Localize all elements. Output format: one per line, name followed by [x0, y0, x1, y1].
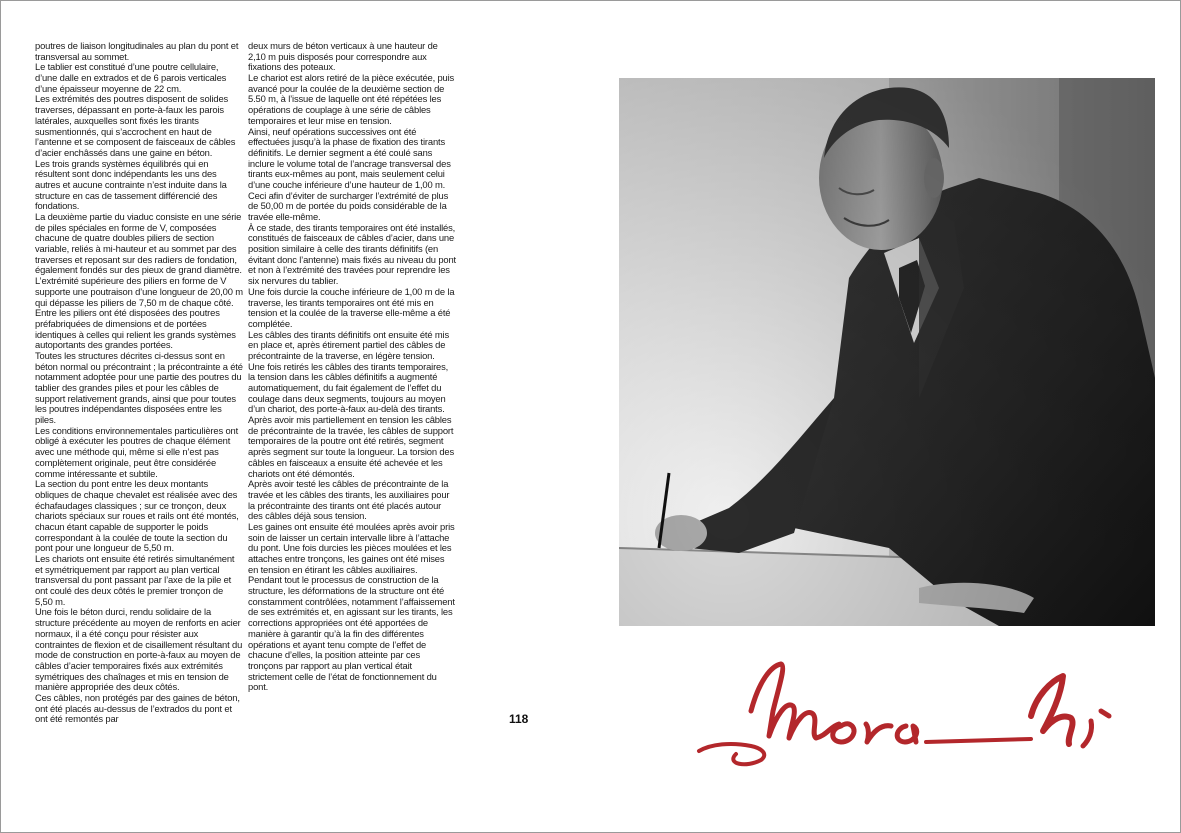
- paragraph: Une fois retirés les câbles des tirants temporaires, la tension dans les câbles définitifs a augmenté automatiquement, du fait également de l’effet du coulage dans deux segments, toujours au moyen d’un chariot, des porte-à-faux au-delà des tirants.: [248, 360, 449, 415]
- paragraph: Ainsi, neuf opérations successives ont été effectuées jusqu’à la phase de fixation des tirants définitifs. Le dernier segment a été coulé sans inclure le volume total de l’ancrage transversal des tirants eux-mêmes au pont, mais seulement celui d’une couche inférieure d’une hauteur de 1,00 m. Ceci afin d’éviter de surcharger l’extrémité de plus de 50,00 m de portée du poids considérable de la travée elle-même.: [248, 125, 451, 222]
- paragraph: Une fois le béton durci, rendu solidaire de la structure précédente au moyen de renforts en acier normaux, il a été conçu pour résister aux contraintes de flexion et de cisaillement résultant du mode de construction en porte-à-faux au moyen de câbles d’acier temporaires fixés aux extrémités symétriques des chaînages et mis en tension de manière appropriée des deux côtés.: [35, 606, 243, 693]
- signature-icon: [691, 656, 1151, 776]
- paragraph: La deuxième partie du viaduc consiste en une série de piles spéciales en forme de V, composées chacune de quatre doubles piliers de section variable, reliés à mi-hauteur et au sommet par des traverses et reposant sur des radiers de fondation, également fondés sur des pieux de grand diamètre.: [35, 211, 242, 276]
- paragraph: La section du pont entre les deux montants obliques de chaque chevalet est réalisée avec des échafaudages classiques ; sur ce tronçon, deux chariots spéciaux sur roues et rails ont été montés, chacun étant capable de supporter le poids correspondant à la coulée de toute la section du pont pour une longueur de 5,50 m.: [35, 478, 239, 554]
- paragraph: Les câbles des tirants définitifs ont ensuite été mis en place et, après étirement partiel des câbles de précontrainte de la traverse, en légère tension.: [248, 328, 450, 361]
- portrait-photo-icon: [619, 78, 1155, 626]
- paragraph: poutres de liaison longitudinales au plan du pont et transversal au sommet.: [35, 40, 239, 62]
- text-column-right: [248, 41, 456, 693]
- paragraph: Ces câbles, non protégés par des gaines de béton, ont été placés au-dessus de l’extrados du pont et ont été remontés par: [35, 691, 240, 725]
- paragraph: Entre les piliers ont été disposées des poutres préfabriquées de dimensions et de portées identiques à celles qui relient les grands systèmes autoportants des grandes portées.: [35, 307, 236, 351]
- signature-text: Morandi: [921, 774, 925, 775]
- paragraph: Les trois grands systèmes équilibrés qui en résultent sont donc indépendants les uns des autres et aucune contrainte n’est induite dans la structure en cas de tassement différencié des fondations.: [35, 157, 227, 212]
- paragraph: Après avoir testé les câbles de précontrainte de la travée et les câbles des tirants, les auxiliaires pour la précontrainte des tirants ont été placés autour des câbles déjà sous tension.: [248, 478, 450, 522]
- paragraph: Les gaines ont ensuite été moulées après avoir pris soin de laisser un certain intervalle libre à l’attache du pont. Une fois durcies les pièces moulées et les attaches entre tronçons, les gaines ont été mises en tension en étirant les câbles auxiliaires.: [248, 520, 455, 575]
- paragraph: Une fois durcie la couche inférieure de 1,00 m de la traverse, les tirants temporaires ont été mis en tension et la coulée de la traverse elle-même a été complétée.: [248, 285, 455, 329]
- page-number: 118: [509, 712, 529, 726]
- paragraph: À ce stade, des tirants temporaires ont été installés, constitués de faisceaux de câbles d’acier, dans une position similaire à celle des tirants définitifs (en évitant donc l’antenne) mais fixés au niveau du pont et non à l’extrémité des travées pour reprendre les six nervures du tablier.: [248, 221, 456, 287]
- paragraph: deux murs de béton verticaux à une hauteur de 2,10 m puis disposés pour correspondre aux fixations des poteaux.: [248, 40, 438, 73]
- text-column-left: [35, 41, 243, 725]
- paragraph: Les conditions environnementales particulières ont obligé à exécuter les poutres de chaque élément avec une méthode qui, même si elle n’est pas complètement originale, peut être considérée comme intéressante et subtile.: [35, 424, 239, 479]
- paragraph: Le tablier est constitué d’une poutre cellulaire, d’une dalle en extrados et de 6 parois verticales d’une épaisseur moyenne de 22 cm.: [35, 61, 227, 94]
- paragraph: Le chariot est alors retiré de la pièce exécutée, puis avancé pour la coulée de la deuxième section de 5.50 m, à l’issue de laquelle ont été répétées les opérations de couplage à une série de câbles temporaires et leur mise en tension.: [248, 72, 455, 126]
- paragraph: Les chariots ont ensuite été retirés simultanément et symétriquement par rapport au plan vertical transversal du pont passant par l’axe de la pile et ont coulé des deux côtés le premier tronçon de 5,50 m.: [35, 553, 235, 607]
- paragraph: Pendant tout le processus de construction de la structure, les déformations de la structure ont été constamment contrôlées, notamment l’affaissement de ses extrémités et, en agissant sur les tirants, les corrections appropriées ont été apportées de manière à garantir qu’à la fin des différentes opérations et ayant tenu compte de l’effet de chacune d’elles, la position atteinte par ces tronçons par rapport au plan vertical était strictement celle de l’état de fonctionnement du pont.: [248, 574, 455, 693]
- paragraph: Les extrémités des poutres disposent de solides traverses, dépassant en porte-à-faux les parois latérales, auxquelles sont fixés les tirants susmentionnés, qui s’accrochent en haut de l’antenne et se composent de faisceaux de câbles d’acier enchâssés dans une gaine en béton.: [35, 93, 236, 158]
- paragraph: Toutes les structures décrites ci-dessus sont en béton normal ou précontraint ; la précontrainte a été notamment adoptée pour une partie des poutres du tablier des grandes piles et pour les câbles de support relativement grands, ainsi que pour toutes les poutres indépendantes disposées entre les piles.: [35, 349, 243, 426]
- paragraph: L’extrémité supérieure des piliers en forme de V supporte une poutraison d’une longueur de 20,00 m qui dépasse les piliers de 7,50 m de chaque côté.: [35, 275, 243, 308]
- paragraph: Après avoir mis partiellement en tension les câbles de précontrainte de la travée, les câbles de support temporaires de la poutre ont été retirés, segment après segment sur toute la longueur. La torsion des câbles en faisceaux a ensuite été achevée et les chariots ont été démontés.: [248, 414, 455, 479]
